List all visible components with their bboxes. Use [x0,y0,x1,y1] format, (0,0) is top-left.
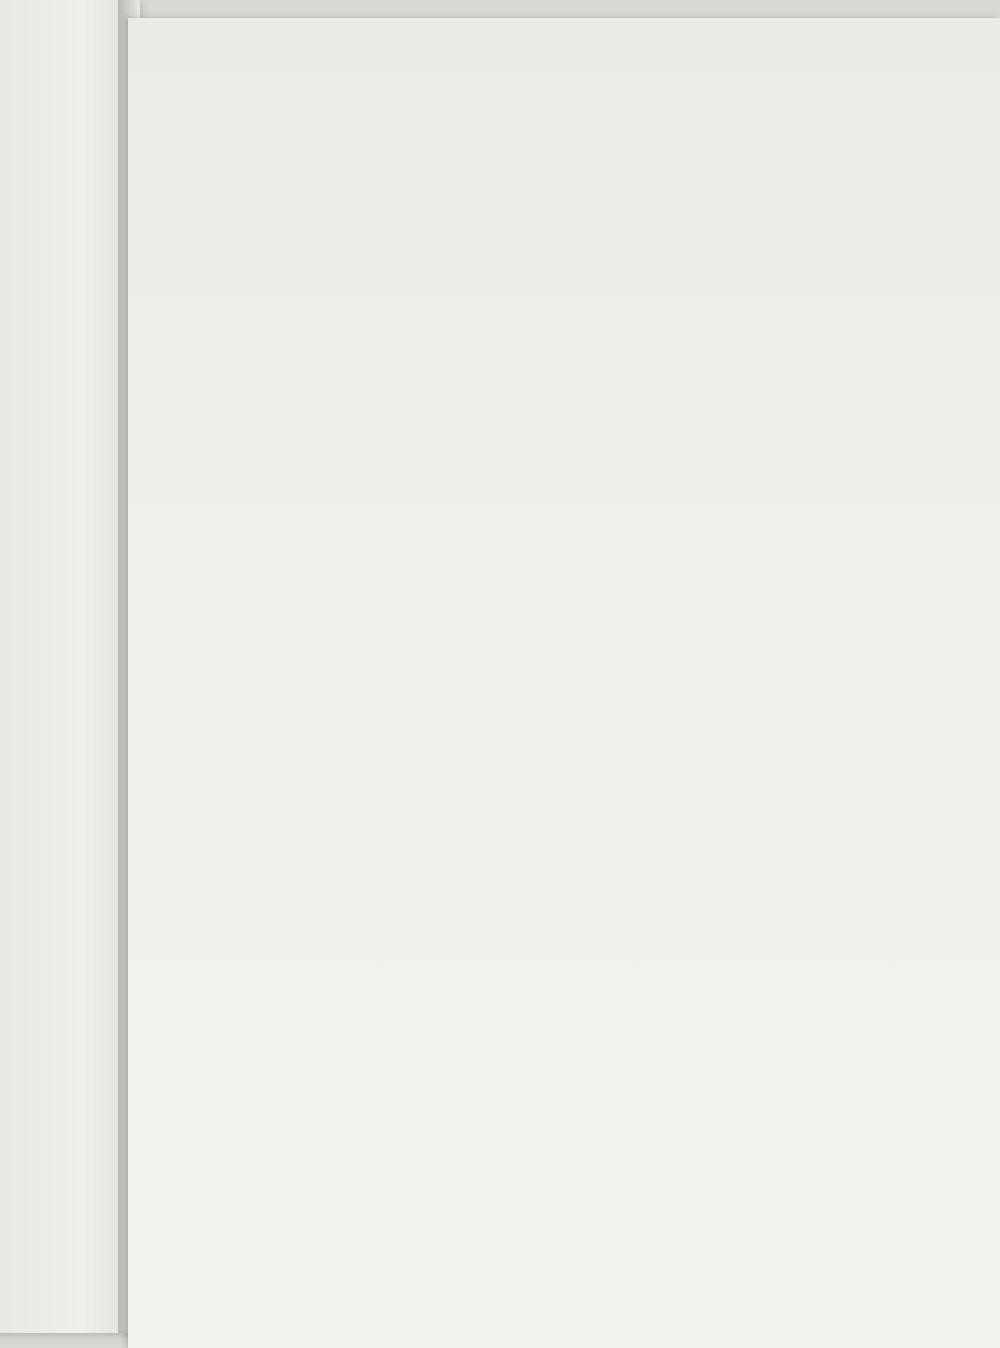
left-page [0,0,135,1333]
right-page [128,18,1000,1348]
